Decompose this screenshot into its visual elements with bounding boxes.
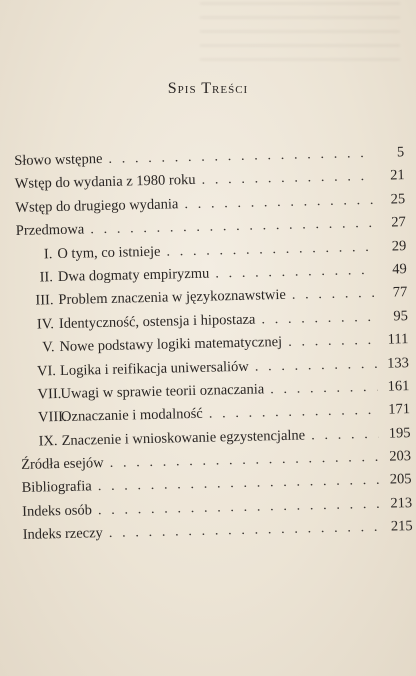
chapter-number: IX. <box>38 432 58 450</box>
toc-entry-page: 215 <box>390 518 413 535</box>
toc-entry-label: Źródła esejów <box>20 455 104 473</box>
toc-entry-label: Uwagi w sprawie teorii oznaczania <box>60 381 265 402</box>
toc-entry-page: 25 <box>390 190 406 208</box>
toc-entry-page: 5 <box>396 144 405 161</box>
chapter-number: III. <box>35 292 54 309</box>
chapter-number: V. <box>42 339 55 356</box>
toc-entry-page: 161 <box>387 377 410 395</box>
chapter-number: VI. <box>36 362 57 380</box>
toc-entry-page: 77 <box>392 284 408 301</box>
toc-entry-page: 111 <box>387 331 409 348</box>
leader-dots <box>288 329 377 354</box>
toc-entry-page: 21 <box>390 167 405 184</box>
toc-entry-page: 195 <box>388 424 411 442</box>
toc-entry-label: Indeks osób <box>22 502 93 520</box>
leader-dots <box>109 516 381 546</box>
toc-entry-label: Logika i reifikacja uniwersaliów <box>59 358 249 379</box>
page-title: Spis Treści <box>167 80 249 97</box>
toc-entry-page: 203 <box>389 448 412 465</box>
leader-dots <box>292 282 376 307</box>
toc-entry-page: 27 <box>391 214 406 231</box>
toc-entry-label: Nowe podstawy logiki matematycznej <box>59 334 283 356</box>
leader-dots <box>311 422 379 447</box>
show-through-text <box>200 0 400 70</box>
toc-entry-label: Słowo wstępne <box>14 150 103 169</box>
toc-entry-page: 95 <box>393 307 409 325</box>
toc-entry-label: Indeks rzeczy <box>22 525 104 544</box>
toc-entry-label: O tym, co istnieje <box>57 243 161 262</box>
toc-entry-label: Wstęp do wydania z 1980 roku <box>14 172 196 193</box>
chapter-number: VII. <box>37 385 62 403</box>
toc-entry-page: 205 <box>389 471 412 489</box>
toc-entry-label: Identyczność, ostensja i hipostaza <box>58 311 256 332</box>
chapter-number: I. <box>43 245 53 262</box>
toc-entry-label: Oznaczanie i modalność <box>60 406 203 426</box>
leader-dots <box>255 352 378 378</box>
toc-entry-page: 133 <box>386 354 410 372</box>
chapter-number: IV. <box>36 315 55 333</box>
table-of-contents <box>14 141 413 547</box>
toc-entry-page: 49 <box>392 261 407 278</box>
toc-entry-page: 29 <box>391 237 407 255</box>
toc-entry-label: Problem znaczenia w językoznawstwie <box>58 287 287 309</box>
toc-entry-label: Wstęp do drugiego wydania <box>15 196 179 216</box>
toc-entry-label: Znaczenie i wnioskowanie egzystencjalne <box>61 427 306 449</box>
toc-entry-page: 171 <box>388 401 411 418</box>
leader-dots <box>261 306 376 332</box>
chapter-number: II. <box>39 269 54 286</box>
toc-entry-label: Przedmowa <box>15 221 85 240</box>
toc-entry-label: Bibliografia <box>21 478 92 497</box>
toc-entry-label: Dwa dogmaty empiryzmu <box>57 265 210 285</box>
chapter-number: VIII. <box>37 409 67 426</box>
leader-dots <box>270 376 378 402</box>
toc-entry-page: 213 <box>390 494 413 512</box>
